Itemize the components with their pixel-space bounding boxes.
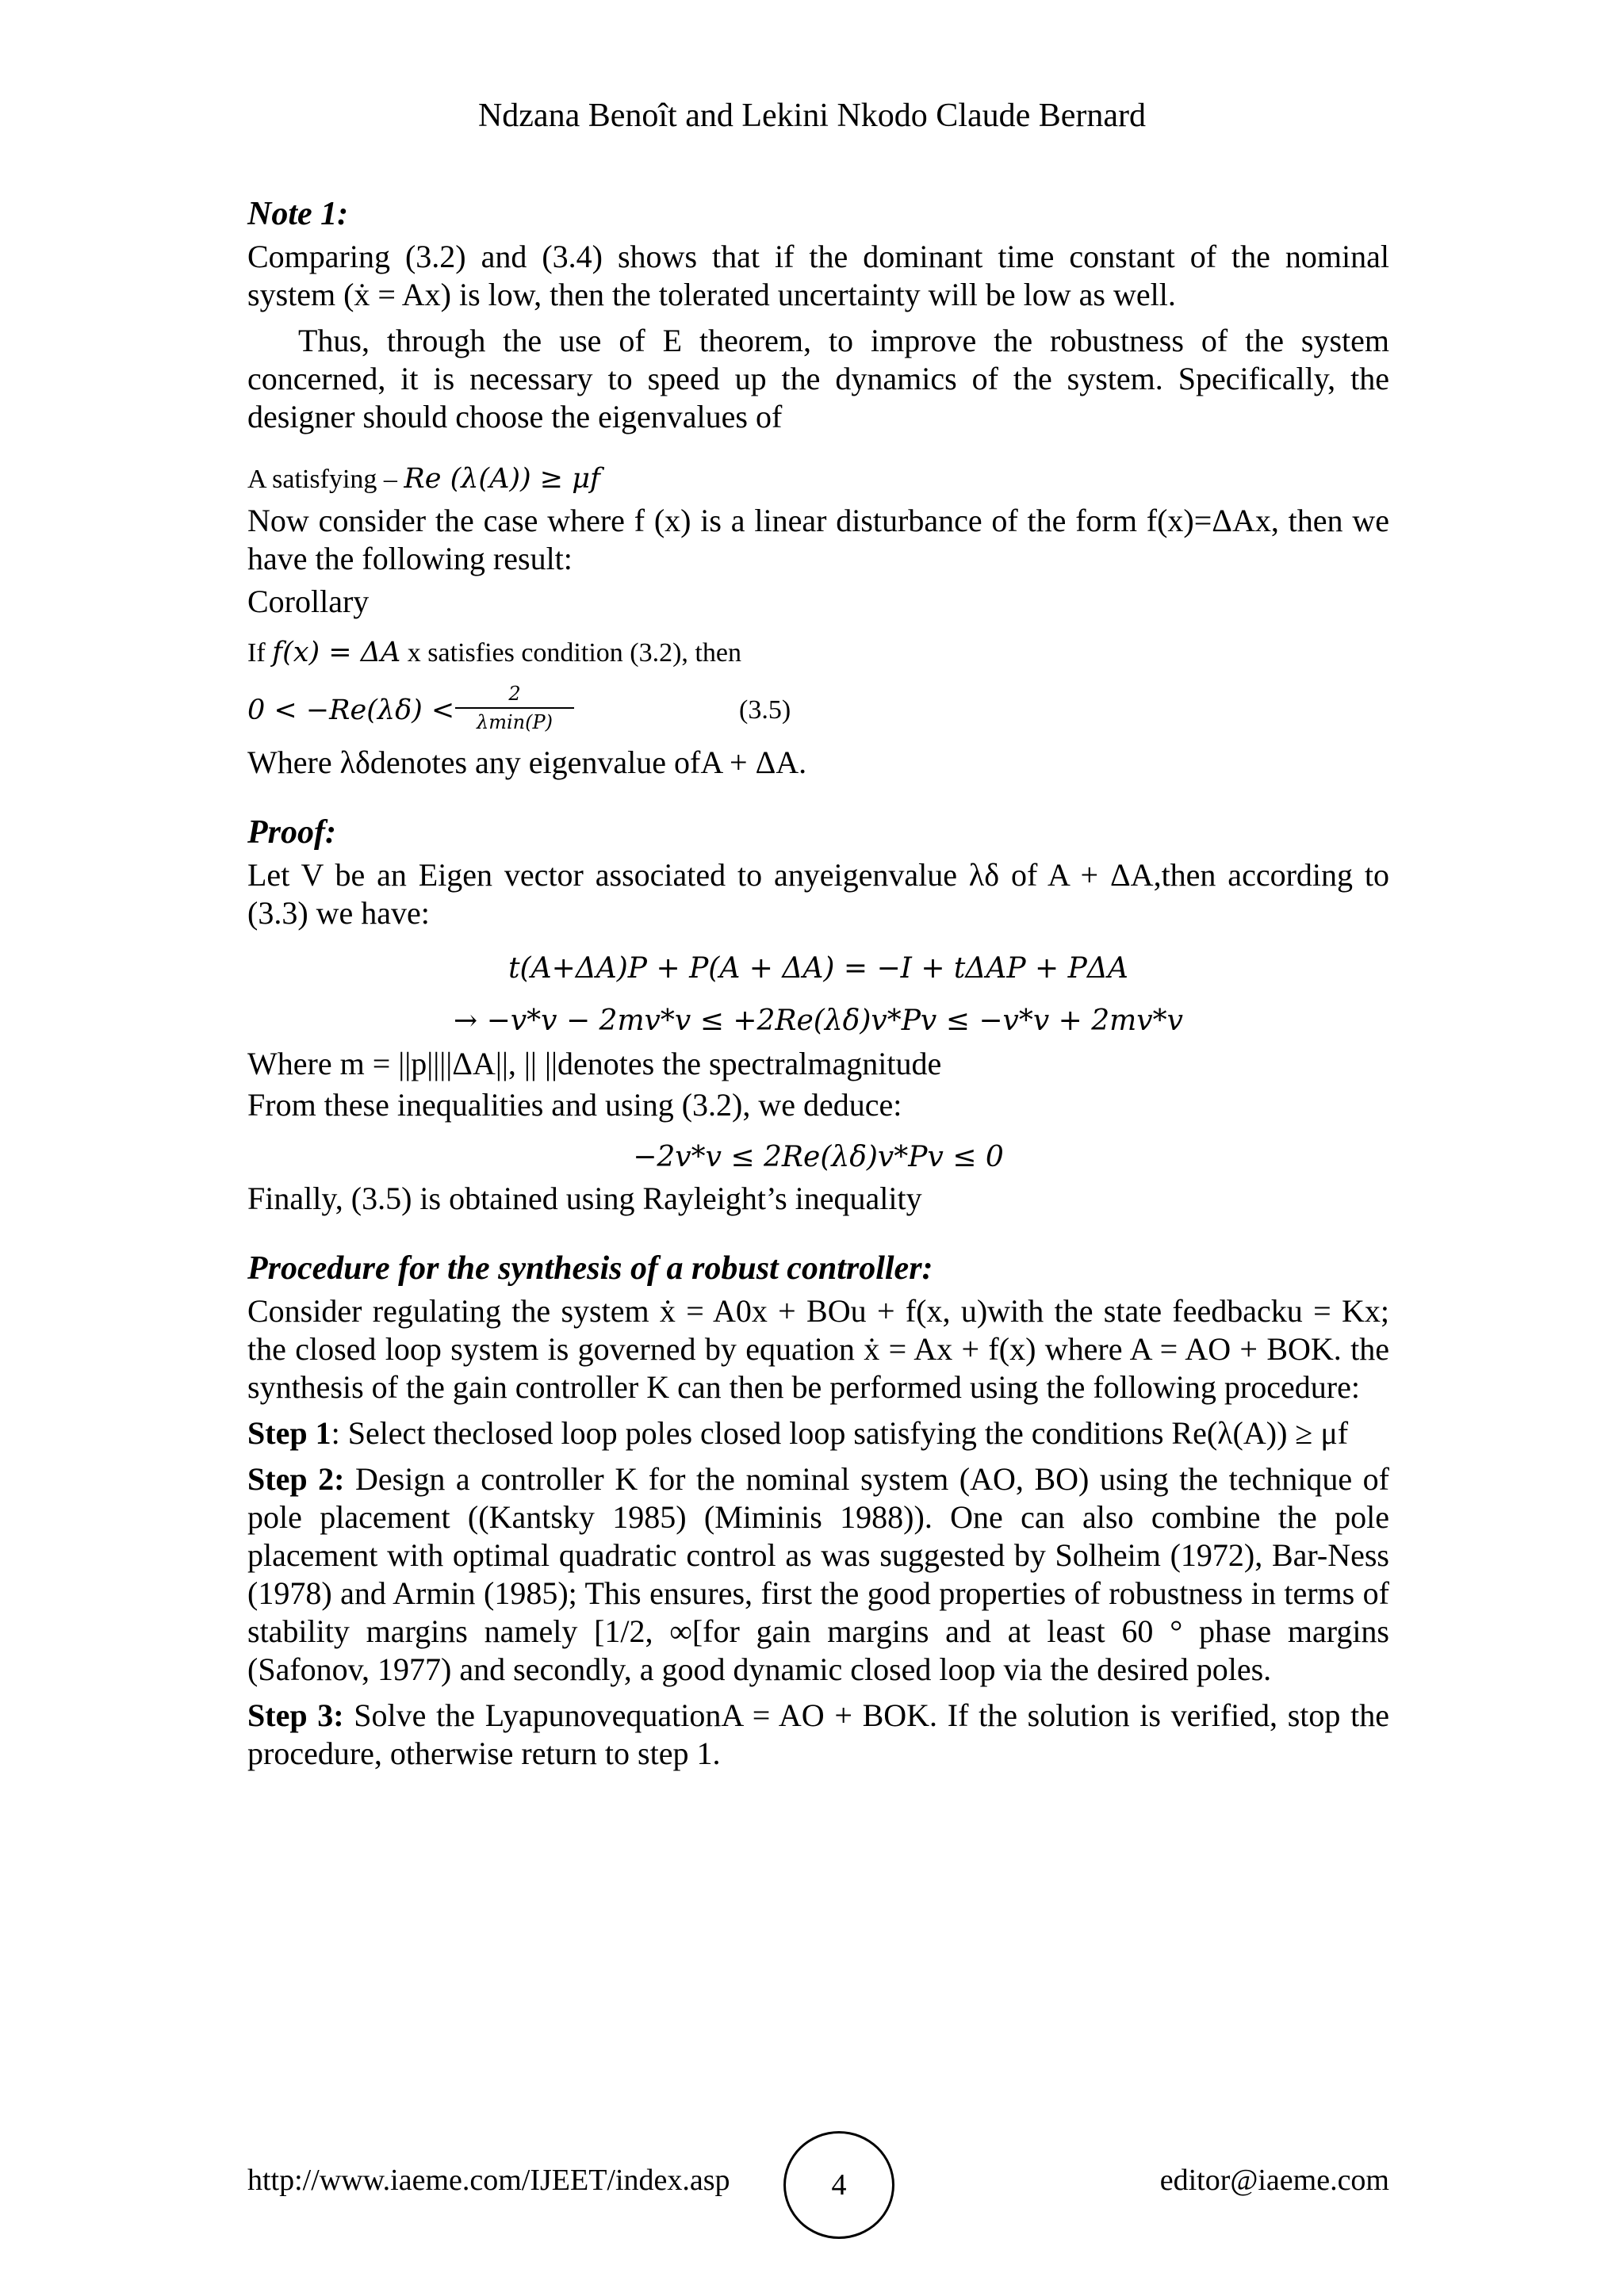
fraction-numerator: 2 [508, 683, 521, 705]
proof-paragraph-1: Let V be an Eigen vector associated to anyeigenvalue λδ of A + ΔA,then according to (3.3) we have: [247, 857, 1389, 931]
proof-heading: Proof: [247, 814, 336, 851]
corollary-if: If [247, 638, 266, 668]
proof-paragraph-4: Finally, (3.5) is obtained using Rayleight’s inequality [247, 1181, 922, 1216]
corollary-statement [247, 635, 1389, 671]
step-3 [247, 1697, 1389, 1773]
equation-3-5 [247, 682, 1389, 737]
fraction-denominator: λmin(P) [477, 711, 553, 733]
corollary-label: Corollary [247, 584, 370, 619]
condition-text: A satisfying – [247, 465, 397, 494]
step-3-label: Step 3: [247, 1697, 344, 1733]
corollary-rest: x satisfies condition (3.2), then [407, 638, 741, 668]
proof-paragraph-3: From these inequalities and using (3.2), we deduce: [247, 1087, 902, 1123]
note-paragraph-1: Comparing (3.2) and (3.4) shows that if the dominant time constant of the nominal system (ẋ = Ax) is low, then the tolerated uncertainty will be low as well. [247, 239, 1389, 312]
procedure-paragraph-1: Consider regulating the system ẋ = A0x + BOu + f(x, u)with the state feedbacku = Kx; the closed loop system is governed by equation ẋ = Ax + f(x) where A = AO + BOK. the synthesis of the gain controller K can then be performed using the following procedure: [247, 1293, 1389, 1405]
note-paragraph-2: Thus, through the use of E theorem, to improve the robustness of the system concerned, it is necessary to speed up the dynamics of the system. Specifically, the designer should choose the eigenvalues of [247, 323, 1389, 434]
main-content [247, 195, 1389, 1773]
proof-equation-3: −2v*v ≤ 2Re(λδ)v*Pv ≤ 0 [633, 1141, 1004, 1173]
page-footer [247, 2131, 1389, 2242]
equation-3-5-fraction [455, 682, 574, 734]
footer-email-link[interactable]: editor@iaeme.com [1159, 2164, 1389, 2197]
note-heading: Note 1: [247, 196, 349, 232]
step-2-label: Step 2: [247, 1461, 345, 1497]
corollary-math: f(x) = ΔA [272, 637, 401, 668]
step-1-text: : Select theclosed loop poles closed loop satisfying the conditions Re(λ(A)) ≥ μf [331, 1415, 1349, 1451]
footer-url-link[interactable]: http://www.iaeme.com/IJEET/index.asp [247, 2164, 730, 2197]
proof-paragraph-2: Where m = ||p||||ΔA||, || ||denotes the spectralmagnitude [247, 1046, 942, 1081]
note-paragraph-6: Where λδdenotes any eigenvalue ofA + ΔA. [247, 744, 807, 780]
note-paragraph-4: Now consider the case where f (x) is a linear disturbance of the form f(x)=ΔAx, then we have the following result: [247, 503, 1389, 576]
procedure-heading: Procedure for the synthesis of a robust controller: [247, 1250, 933, 1287]
step-3-text: Solve the LyapunovequationA = AO + BOK. If the solution is verified, stop the procedure, otherwise return to step 1. [247, 1697, 1389, 1771]
proof-equation-1: t(A+ΔA)P + P(A + ΔA) = −I + tΔAP + PΔA [508, 952, 1128, 985]
step-1-label: Step 1 [247, 1415, 331, 1451]
condition-math: Re (λ(A)) ≥ μf [404, 463, 600, 495]
fraction-bar [455, 707, 574, 709]
proof-equation-2: → −v*v − 2mv*v ≤ +2Re(λδ)v*Pv ≤ −v*v + 2mv*v [454, 1004, 1183, 1037]
equation-3-5-lhs: 0 < −Re(λδ) < [247, 695, 455, 726]
equation-3-5-number: (3.5) [739, 695, 791, 725]
page-number: 4 [783, 2131, 894, 2239]
step-1 [247, 1414, 1389, 1452]
step-2-text: Design a controller K for the nominal system (AO, BO) using the technique of pole placement ((Kantsky 1985) (Miminis 1988)). One can also combine the pole placement with optimal quadratic control as was suggested by Solheim (1972), Bar-Ness (1978) and Armin (1985); This ensures, first the good properties of robustness in terms of stability margins namely [1/2, ∞[for gain margins and at least 60 ° phase margins (Safonov, 1977) and secondly, a good dynamic closed loop via the desired poles. [247, 1461, 1390, 1687]
running-header: Ndzana Benoît and Lekini Nkodo Claude Bernard [477, 98, 1147, 134]
step-2 [247, 1460, 1389, 1689]
note-condition [247, 461, 1389, 497]
